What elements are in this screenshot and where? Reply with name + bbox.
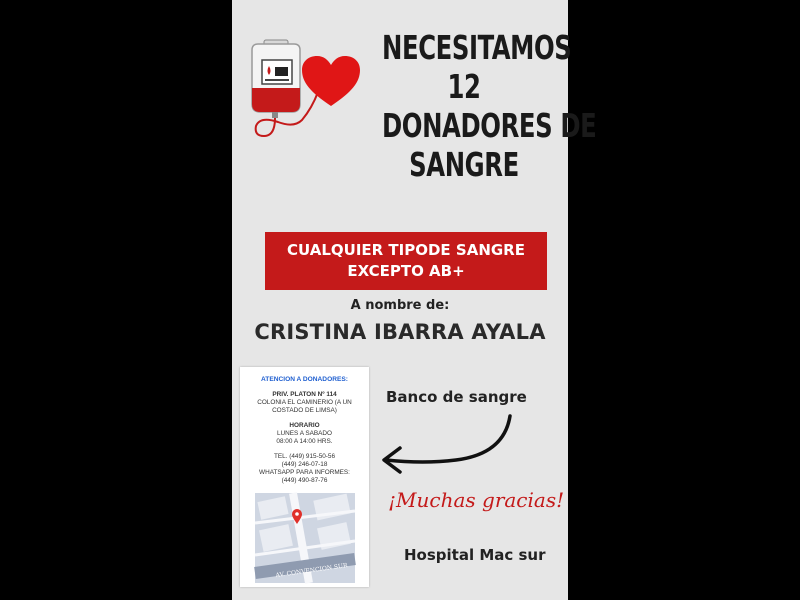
donor-info-card <box>240 367 369 587</box>
poster <box>232 0 597 600</box>
banner-line: EXCEPTO AB+ <box>347 262 465 280</box>
gracias-text: ¡Muchas gracias! <box>388 488 565 512</box>
tel-line: TEL. (449) 915-50-56 <box>273 453 336 460</box>
card-heading: ATENCION A DONADORES: <box>261 376 348 383</box>
headline-line: 12 <box>447 67 481 106</box>
hospital-label: Hospital Mac sur <box>404 546 546 564</box>
map-pin-icon <box>291 509 303 525</box>
map-street-label: AV. CONVENCION SUR <box>275 562 348 580</box>
headline-line: SANGRE <box>409 145 519 184</box>
horario-title: HORARIO <box>289 422 320 429</box>
tel-line: WHATSAPP PARA INFORMES: <box>259 469 350 476</box>
a-nombre-label: A nombre de: <box>350 298 450 313</box>
tel-line: (449) 490-87-76 <box>281 477 328 484</box>
address-line: COSTADO DE LIMSA) <box>272 407 337 414</box>
address-line: COLONIA EL CAMINERIO (A UN <box>257 399 352 406</box>
horario-line: LUNES A SABADO <box>276 430 333 437</box>
location-map <box>255 493 355 583</box>
headline-line: DONADORES DE <box>382 106 597 145</box>
banner-line: CUALQUIER TIPODE SANGRE <box>287 241 525 259</box>
curved-arrow-icon <box>376 410 516 480</box>
patient-name: CRISTINA IBARRA AYALA <box>254 320 546 344</box>
headline-line: NECESITAMOS <box>382 28 572 67</box>
tel-line: (449) 246-07-18 <box>281 461 328 468</box>
heart-icon <box>300 54 362 110</box>
address-title: PRIV. PLATON Nº 114 <box>272 391 337 398</box>
headline <box>382 28 597 184</box>
banco-label: Banco de sangre <box>386 388 527 406</box>
blood-type-banner <box>265 232 547 290</box>
horario-line: 08:00 A 14:00 HRS. <box>276 438 333 445</box>
